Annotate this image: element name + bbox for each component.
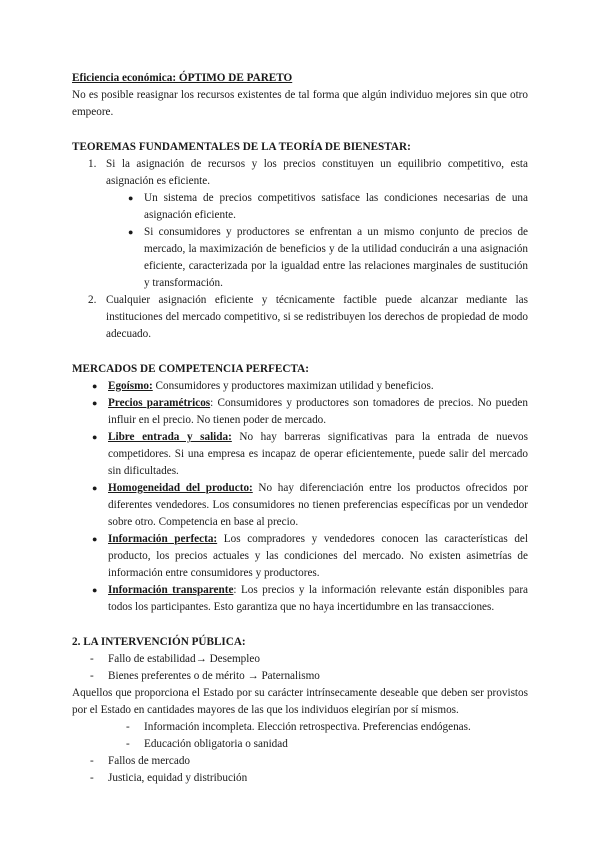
- intervention-item: [72, 668, 528, 685]
- condition-description: : Consumidores y productores son tomadores de precios. No pueden influir en el precio. No tienen poder de mercado.: [108, 397, 528, 426]
- condition-term: Egoísmo:: [108, 380, 153, 392]
- theorem-number: 1.: [88, 158, 97, 170]
- condition-description: Los compradores y vendedores conocen las características del producto, los precios actuales y las condiciones del mercado. No existen asimetrías de información entre consumidores y productores.: [108, 533, 528, 579]
- condition-term: Información perfecta:: [108, 533, 218, 545]
- bullet-icon: ●: [128, 193, 134, 203]
- perfect-competition-heading: MERCADOS DE COMPETENCIA PERFECTA:: [72, 363, 309, 375]
- market-condition-item: [72, 429, 528, 480]
- pareto-heading: Eficiencia económica: ÓPTIMO DE PARETO: [72, 72, 293, 84]
- merit-goods-subitem: [72, 719, 528, 736]
- theorem-subitem: [72, 190, 528, 224]
- market-condition-item: [72, 395, 528, 429]
- theorem-subitem-text: Si consumidores y productores se enfrentan a un mismo conjunto de precios de mercado, la maximización de beneficios y de la utilidad conducirán a una asignación eficiente, caracterizada por la igualdad entre las relaciones marginales de sustitución y transformación.: [144, 226, 528, 289]
- dash-marker: -: [126, 721, 130, 733]
- condition-term: Libre entrada y salida:: [108, 431, 232, 443]
- theorem-subitem-text: Un sistema de precios competitivos satisface las condiciones necesarias de una asignación eficiente.: [144, 192, 528, 221]
- intervention-item-text: Justicia, equidad y distribución: [108, 772, 248, 784]
- theorem-number: 2.: [88, 294, 97, 306]
- merit-goods-subitem-text: Educación obligatoria o sanidad: [144, 738, 288, 750]
- intervention-item: [72, 753, 528, 770]
- dash-marker: -: [126, 738, 130, 750]
- pareto-definition: No es posible reasignar los recursos existentes de tal forma que algún individuo mejores sin que otro empeore.: [72, 89, 528, 118]
- theorem-subitem: [72, 224, 528, 292]
- merit-goods-paragraph: Aquellos que proporciona el Estado por su carácter intrínsecamente deseable que deben ser provistos por el Estado en cantidades mayores de las que los individuos elegirían por sí mismos.: [72, 687, 528, 716]
- bullet-icon: ●: [92, 432, 98, 442]
- market-condition-item: [72, 531, 528, 582]
- condition-description: No hay diferenciación entre los productos ofrecidos por diferentes vendedores. Los consumidores no tienen preferencias específicas por un vendedor sobre otro. Competencia en base al precio.: [108, 482, 528, 528]
- dash-marker: -: [90, 670, 94, 682]
- intervention-item-text: Bienes preferentes o de mérito → Paternalismo: [108, 670, 320, 682]
- theorem-item: [72, 292, 528, 343]
- bullet-icon: ●: [92, 381, 98, 391]
- market-condition-item: [72, 378, 528, 395]
- dash-marker: -: [90, 653, 94, 665]
- dash-marker: -: [90, 755, 94, 767]
- intervention-item: [72, 651, 528, 668]
- bullet-icon: ●: [92, 585, 98, 595]
- public-intervention-heading: 2. LA INTERVENCIÓN PÚBLICA:: [72, 636, 246, 648]
- condition-description: No hay barreras significativas para la entrada de nuevos competidores. Si una empresa es incapaz de operar eficientemente, puede salir del mercado sin dificultades.: [108, 431, 529, 477]
- condition-term: Información transparente: [108, 584, 234, 596]
- bullet-icon: ●: [128, 227, 134, 237]
- merit-goods-subitem-text: Información incompleta. Elección retrospectiva. Preferencias endógenas.: [144, 721, 471, 733]
- intervention-item: [72, 770, 528, 787]
- bullet-icon: ●: [92, 534, 98, 544]
- condition-description: : Los precios y la información relevante están disponibles para todos los participantes. Esto garantiza que no haya incertidumbre en las transacciones.: [108, 584, 529, 613]
- theorem-text: Si la asignación de recursos y los precios constituyen un equilibrio competitivo, esta asignación es eficiente.: [106, 158, 528, 187]
- intervention-item-text: Fallo de estabilidad→ Desempleo: [108, 653, 260, 665]
- condition-term: Precios paramétricos: [108, 397, 211, 409]
- intervention-item-text: Fallos de mercado: [108, 755, 191, 767]
- document-page: [72, 70, 528, 787]
- market-condition-item: [72, 582, 528, 616]
- market-condition-item: [72, 480, 528, 531]
- bullet-icon: ●: [92, 483, 98, 493]
- condition-description: Consumidores y productores maximizan utilidad y beneficios.: [152, 380, 434, 392]
- merit-goods-subitem: [72, 736, 528, 753]
- condition-term: Homogeneidad del producto:: [108, 482, 253, 494]
- theorem-item: [72, 156, 528, 190]
- dash-marker: -: [90, 772, 94, 784]
- welfare-theorems-heading: TEOREMAS FUNDAMENTALES DE LA TEORÍA DE BIENESTAR:: [72, 141, 411, 153]
- theorem-text: Cualquier asignación eficiente y técnicamente factible puede alcanzar mediante las instituciones del mercado competitivo, si se redistribuyen los derechos de propiedad de modo adecuado.: [106, 294, 528, 340]
- bullet-icon: ●: [92, 398, 98, 408]
